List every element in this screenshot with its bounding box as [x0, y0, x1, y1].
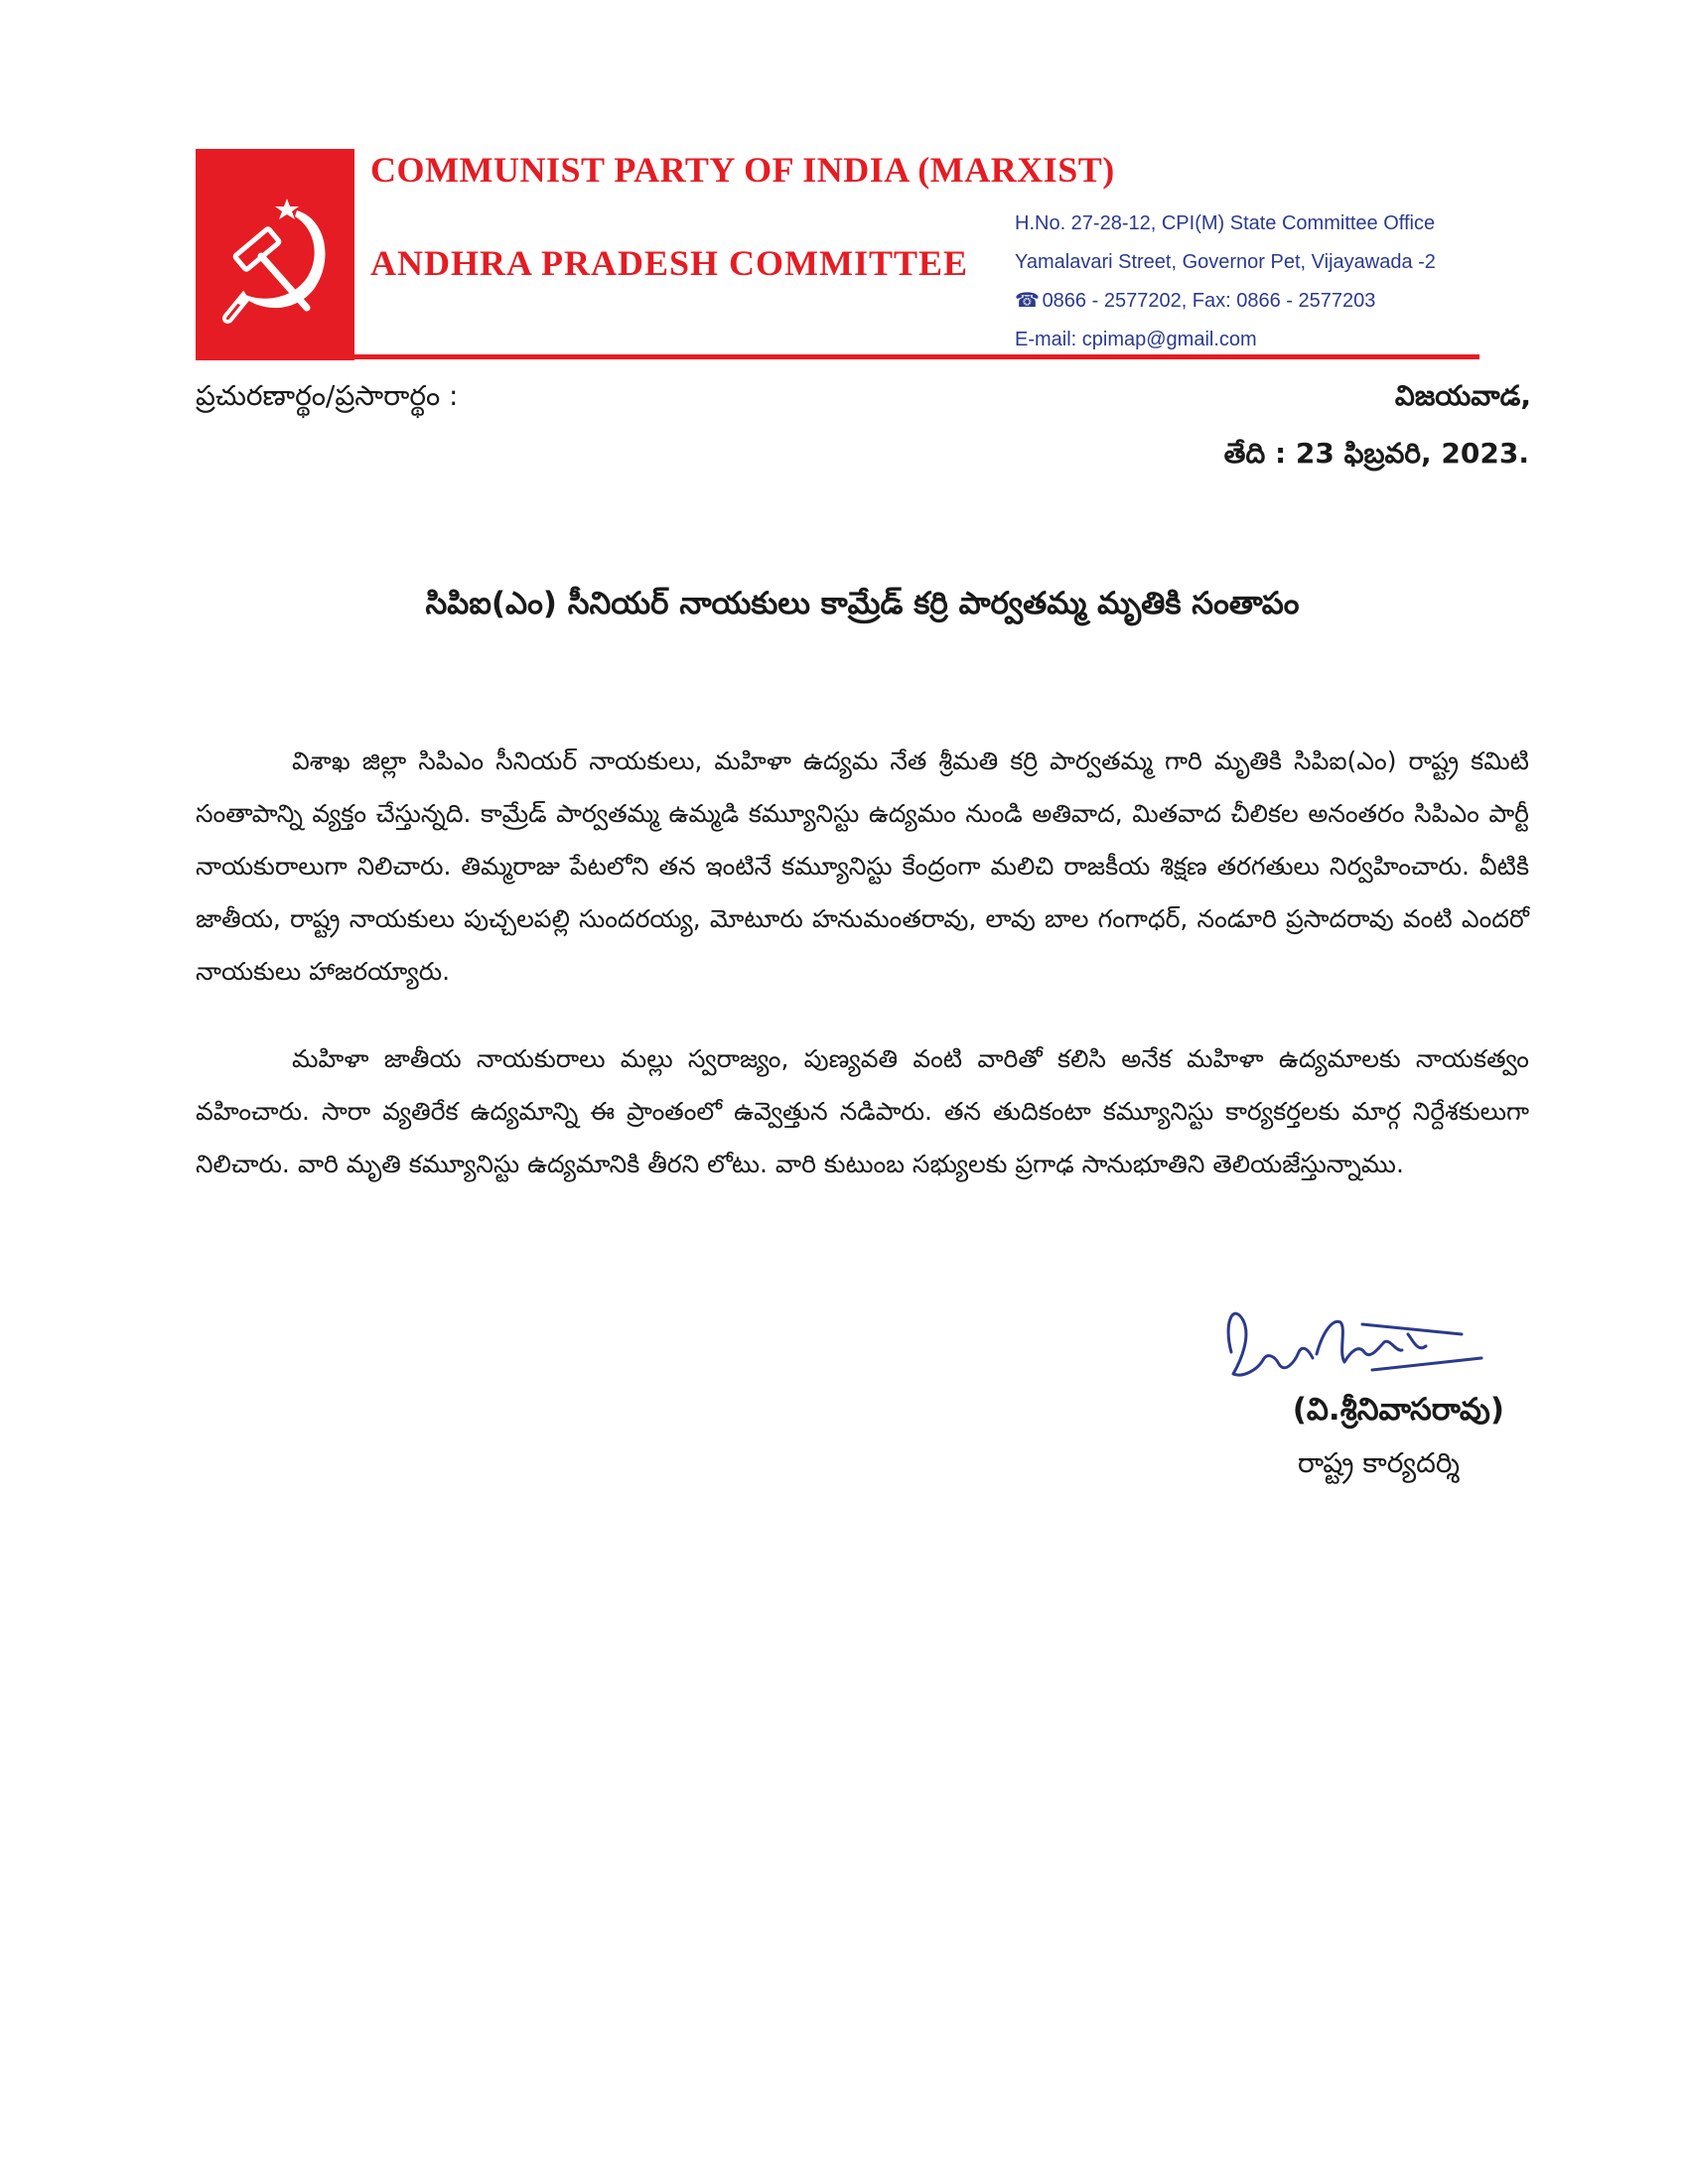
- press-release-label: ప్రచురణార్థం/ప్రసారార్థం :: [196, 379, 459, 412]
- letterhead-address: [1015, 205, 1436, 359]
- phone-line: [1015, 282, 1436, 321]
- headline: సిపిఐ(ఎం) సీనియర్ నాయకులు కామ్రేడ్ కర్రి పార్వతమ్మ మృతికి సంతాపం: [425, 586, 1300, 621]
- email-line: E-mail: cpimap@gmail.com: [1015, 329, 1257, 350]
- phone-icon: ☎: [1015, 290, 1040, 312]
- handwritten-signature: [1213, 1283, 1491, 1396]
- signer-name: (వి.శ్రీనివాసరావు): [1292, 1392, 1504, 1428]
- body-paragraph-1: విశాఖ జిల్లా సిపిఎం సీనియర్ నాయకులు, మహిళా ఉద్యమ నేత శ్రీమతి కర్రి పార్వతమ్మ గారి మృతికి సిపిఐ(ఎం) రాష్ట్ర కమిటి సంతాపాన్ని వ్యక్తం చేస్తున్నది. కామ్రేడ్ పార్వతమ్మ ఉమ్మడి కమ్యూనిస్టు ఉద్యమం నుండి అతివాద, మితవాద చీలికల అనంతరం సిపిఎం పార్టీ నాయకురాలుగా నిలిచారు. తిమ్మరాజు పేటలోని తన ఇంటినే కమ్యూనిస్టు కేంద్రంగా మలిచి రాజకీయ శిక్షణ తరగతులు నిర్వహించారు. వీటికి జాతీయ, రాష్ట్ర నాయకులు పుచ్చలపల్లి సుందరయ్య, మోటూరు హనుమంతరావు, లావు బాల గంగాధర్, నండూరి ప్రసాదరావు వంటి ఎందరో నాయకులు హాజరయ్యారు.: [196, 747, 1529, 986]
- place-of-issue: విజయవాడ,: [1394, 379, 1531, 412]
- party-logo: [196, 149, 354, 360]
- letterhead-divider: [354, 354, 1479, 359]
- committee-name: ANDHRA PRADESH COMMITTEE: [370, 243, 969, 283]
- address-line-2: Yamalavari Street, Governor Pet, Vijayawada -2: [1015, 251, 1436, 273]
- release-date: తేది : 23 ఫిబ్రవరి, 2023.: [1223, 437, 1529, 470]
- body-paragraph-2: మహిళా జాతీయ నాయకురాలు మల్లు స్వరాజ్యం, పుణ్యవతి వంటి వారితో కలిసి అనేక మహిళా ఉద్యమాలకు నాయకత్వం వహించారు. సారా వ్యతిరేక ఉద్యమాన్ని ఈ ప్రాంతంలో ఉవ్వెత్తున నడిపారు. తన తుదికంటా కమ్యూనిస్టు కార్యకర్తలకు మార్గ నిర్దేశకులుగా నిలిచారు. వారి మృతి కమ్యూనిస్టు ఉద్యమానికి తీరని లోటు. వారి కుటుంబ సభ్యులకు ప్రగాఢ సానుభూతిని తెలియజేస్తున్నాము.: [196, 1044, 1529, 1178]
- phone-numbers: 0866 - 2577202, Fax: 0866 - 2577203: [1042, 290, 1376, 312]
- address-line-1: H.No. 27-28-12, CPI(M) State Committee Office: [1015, 212, 1436, 234]
- signer-title: రాష్ట్ర కార్యదర్శి: [1297, 1446, 1460, 1479]
- party-name: COMMUNIST PARTY OF INDIA (MARXIST): [370, 150, 1115, 190]
- hammer-sickle-icon: [196, 149, 354, 360]
